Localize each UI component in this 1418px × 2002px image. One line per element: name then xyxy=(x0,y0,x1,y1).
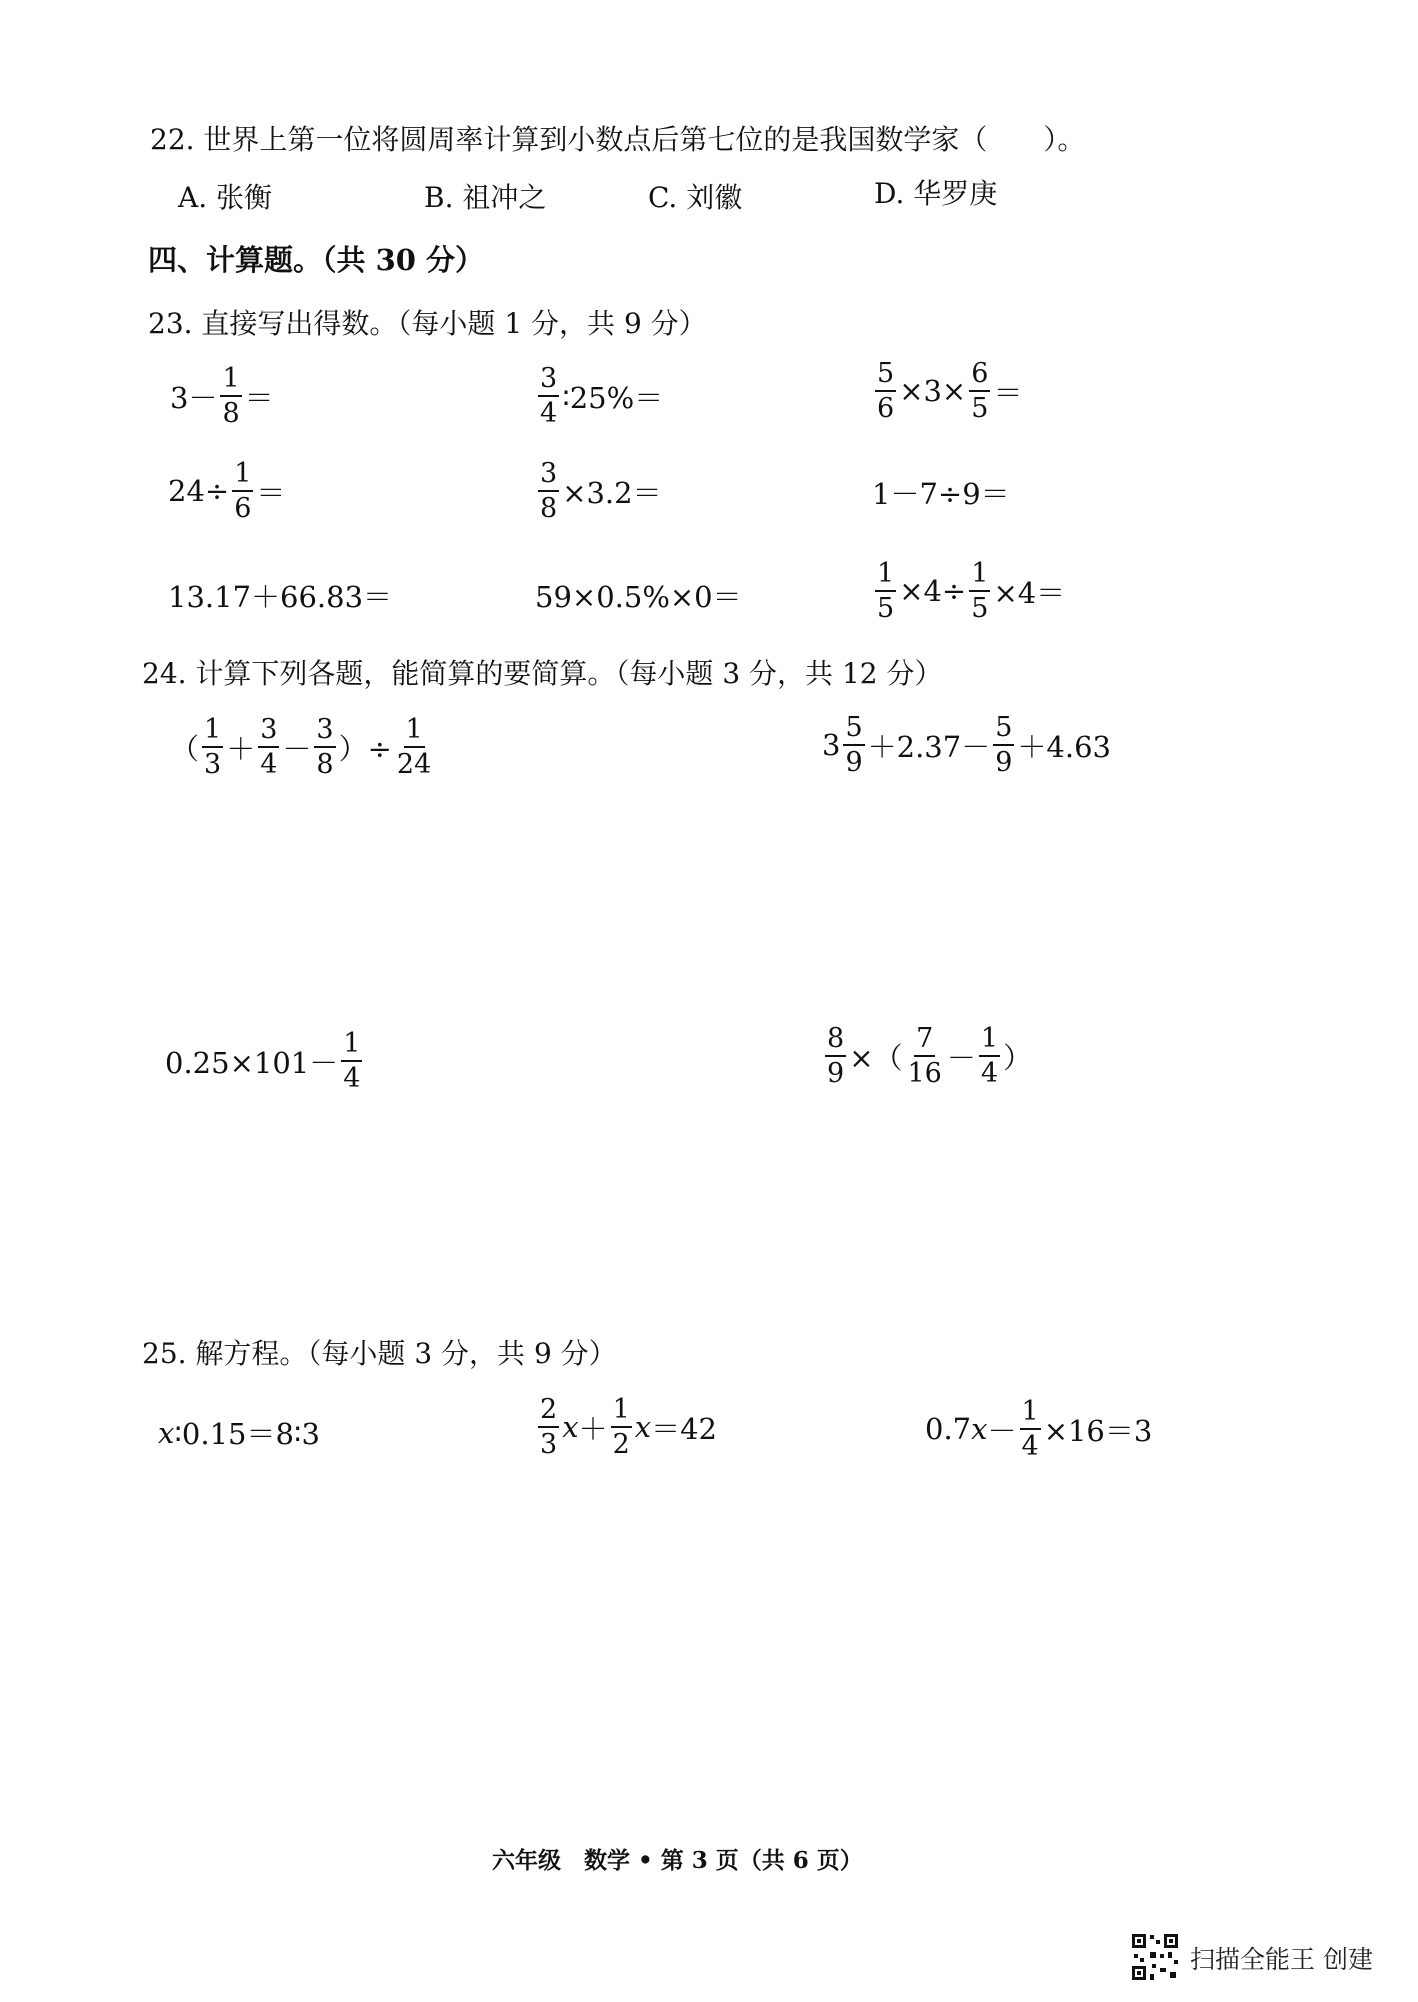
q24-expr-4: $\frac{8}{9}$ ×（ $\frac{7}{16}$ － $\frac{1}{4}$ ） xyxy=(827,1023,1033,1089)
scanner-watermark: 扫描全能王 创建 xyxy=(1190,1945,1373,1974)
q23-expr-4: 24÷ $\frac{1}{6}$ ＝ xyxy=(168,458,286,524)
q23-expr-7: 13.17＋66.83＝ xyxy=(168,580,393,614)
q25-equation-2: $\frac{2}{3}$ x ＋ $\frac{1}{2}$ x ＝42 xyxy=(540,1394,718,1460)
q22-option-c: C. 刘徽 xyxy=(648,181,743,214)
q24-expr-1: （ $\frac{1}{3}$ ＋ $\frac{3}{4}$ － $\frac{3}{8}$ ）÷ $\frac{1}{24}$ xyxy=(170,714,432,780)
page-footer: 六年级 数学 • 第 3 页（共 6 页） xyxy=(492,1847,863,1874)
question-25-title: 25. 解方程。（每小题 3 分，共 9 分） xyxy=(142,1337,617,1370)
qr-code-icon xyxy=(1130,1932,1180,1982)
q24-expr-2: 3 $\frac{5}{9}$ ＋2.37－ $\frac{5}{9}$ ＋4.63 xyxy=(822,712,1111,778)
question-23-title: 23. 直接写出得数。（每小题 1 分，共 9 分） xyxy=(148,307,707,340)
q23-expr-9: $\frac{1}{5}$ ×4÷ $\frac{1}{5}$ ×4＝ xyxy=(877,558,1066,624)
q23-expr-8: 59×0.5%×0＝ xyxy=(535,580,742,614)
q23-expr-1: 3－ $\frac{1}{8}$ ＝ xyxy=(170,363,274,429)
q23-expr-3: $\frac{5}{6}$ ×3× $\frac{6}{5}$ ＝ xyxy=(877,358,1023,424)
question-24-title: 24. 计算下列各题，能简算的要简算。（每小题 3 分，共 12 分） xyxy=(142,657,943,690)
q25-equation-1: x ∶0.15＝8∶3 xyxy=(158,1415,320,1451)
q23-expr-2: $\frac{3}{4}$ ∶25%＝ xyxy=(540,363,664,429)
q23-expr-6: 1－7÷9＝ xyxy=(872,477,1010,511)
section-title: 四、计算题。（共 30 分） xyxy=(148,243,485,277)
q22-option-a: A. 张衡 xyxy=(178,181,273,214)
question-22-text: 22. 世界上第一位将圆周率计算到小数点后第七位的是我国数学家（ ）。 xyxy=(150,123,1086,156)
q25-equation-3: 0.7 x － $\frac{1}{4}$ ×16＝3 xyxy=(925,1396,1153,1462)
q22-option-d: D. 华罗庚 xyxy=(874,177,998,210)
q22-option-b: B. 祖冲之 xyxy=(424,181,547,214)
q23-expr-5: $\frac{3}{8}$ ×3.2＝ xyxy=(540,458,662,524)
q24-expr-3: 0.25×101－ $\frac{1}{4}$ xyxy=(165,1028,361,1094)
